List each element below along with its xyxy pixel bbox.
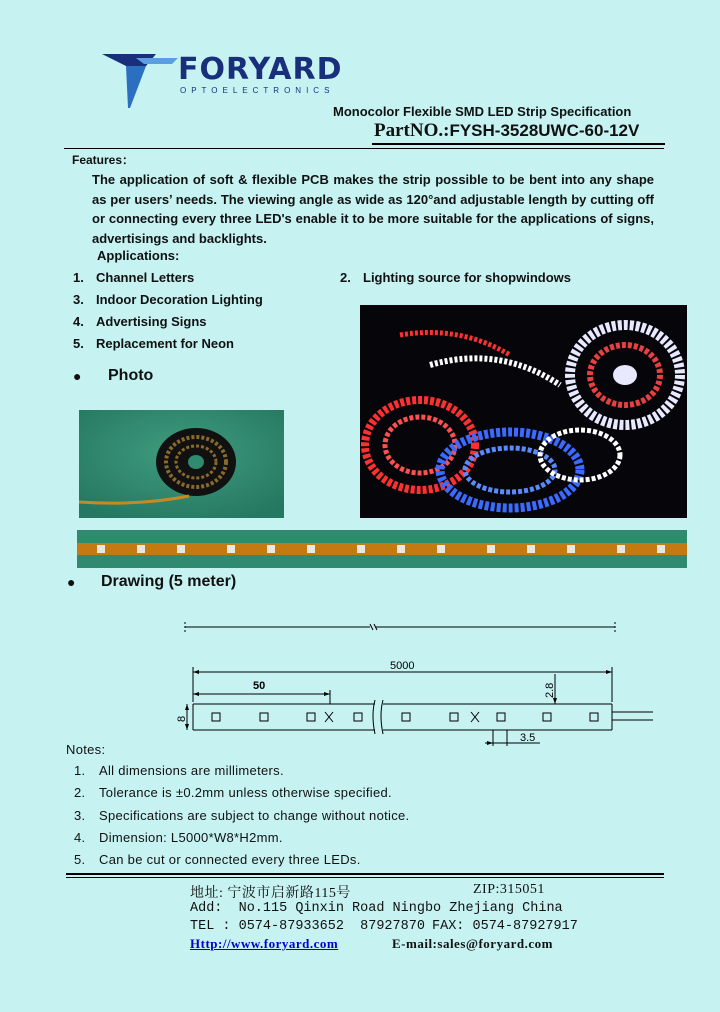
photo-heading: Photo: [108, 367, 154, 384]
footer-rule: [66, 873, 664, 875]
part-number: [374, 120, 639, 142]
drawing-bullet: ●: [67, 574, 76, 590]
list-item: 3. Indoor Decoration Lighting: [73, 292, 263, 307]
header-underline: [372, 143, 665, 145]
email: E-mail:sales@foryard.com: [392, 936, 553, 951]
list-item: 4. Advertising Signs: [73, 314, 207, 329]
list-item: 3. Specifications are subject to change without notice.: [74, 808, 410, 823]
list-item: 2. Tolerance is ±0.2mm unless otherwise specified.: [74, 785, 392, 800]
logo: [100, 50, 360, 112]
led-strips-lit-photo: [360, 305, 687, 518]
applications-heading: Applications:: [97, 248, 180, 263]
features-heading: Features：: [72, 153, 135, 167]
dim-pitch-label: 50: [253, 680, 266, 692]
fax: FAX: 0574-87927917: [432, 919, 578, 934]
dim-led-label: 3.5: [520, 732, 536, 744]
page-title: Monocolor Flexible SMD LED Strip Specification: [333, 104, 632, 119]
dim-width-label: 8: [176, 715, 188, 722]
dim-total-label: 5000: [390, 660, 415, 672]
led-strip-closeup-photo: [77, 530, 687, 568]
telephone: TEL : 0574-87933652 87927870: [190, 919, 425, 934]
features-paragraph: The application of soft & flexible PCB makes the strip possible to be bent into any shape as per users’ needs. The viewing angle as wide as 120°and adjustable length by cutting off or connecting every three LED's enable it to be more suitable for the applications of signs, advertisings and backlights.: [92, 172, 654, 246]
strip-dimension-drawing: [175, 612, 665, 750]
address-english: Add: No.115 Qinxin Road Ningbo Zhejiang China: [190, 901, 563, 916]
header-rule: [64, 148, 664, 149]
list-item: 2. Lighting source for shopwindows: [340, 270, 571, 285]
led-reel-photo: [79, 410, 284, 518]
part-number-value: FYSH-3528UWC-60-12V: [449, 121, 640, 140]
brand-subtitle: OPTOELECTRONICS: [180, 86, 335, 95]
dim-height-label: 2.8: [544, 682, 556, 698]
zip-code: ZIP:315051: [473, 882, 545, 897]
footer-rule-thin: [66, 877, 664, 878]
notes-heading: Notes:: [66, 742, 106, 757]
list-item: 1. Channel Letters: [73, 270, 195, 285]
list-item: 1. All dimensions are millimeters.: [74, 763, 284, 778]
drawing-heading: Drawing (5 meter): [101, 573, 237, 590]
logo-mark-icon: [100, 50, 180, 112]
list-item: 5. Can be cut or connected every three LEDs.: [74, 852, 361, 867]
part-number-label: PartNO.:: [374, 120, 450, 141]
website-link[interactable]: Http://www.foryard.com: [190, 936, 339, 951]
list-item: 5. Replacement for Neon: [73, 336, 234, 351]
brand-name: FORYARD: [178, 52, 343, 87]
list-item: 4. Dimension: L5000*W8*H2mm.: [74, 830, 283, 845]
photo-bullet: ●: [73, 368, 82, 384]
address-chinese: 地址: 宁波市启新路115号: [190, 886, 351, 901]
